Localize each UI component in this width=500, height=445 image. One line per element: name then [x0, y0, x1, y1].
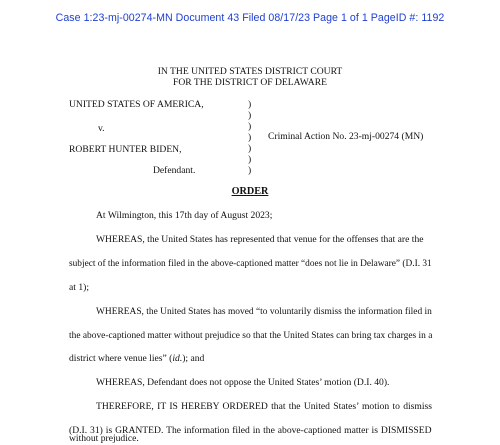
caption-paren: ): [248, 165, 252, 176]
court-district: FOR THE DISTRICT OF DELAWARE: [173, 77, 327, 88]
caption-defendant-name: ROBERT HUNTER BIDEN,: [69, 144, 182, 155]
order-title: ORDER: [231, 186, 269, 197]
order-whereas-motion-line1: WHEREAS, the United States has moved “to voluntarily dismiss the information filed in: [96, 306, 432, 317]
caption-defendant-label: Defendant.: [153, 165, 196, 176]
order-therefore-line3: without prejudice.: [69, 433, 139, 444]
ecf-header-stamp: Case 1:23-mj-00274-MN Document 43 Filed 08/17/23 Page 1 of 1 PageID #: 1192: [55, 12, 445, 24]
caption-versus: v.: [98, 123, 105, 134]
caption-paren: ): [248, 110, 252, 121]
court-name: IN THE UNITED STATES DISTRICT COURT: [157, 66, 343, 77]
order-whereas-motion-line2: the above-captioned matter without prejudice so that the United States can bring tax charges in a: [69, 330, 433, 341]
order-whereas-no-opposition: WHEREAS, Defendant does not oppose the United States’ motion (D.I. 40).: [96, 377, 390, 388]
order-therefore-line2: (D.I. 31) is GRANTED. The information filed in the above-captioned matter is DISMISSED: [69, 425, 432, 436]
order-whereas-venue-line2: subject of the information filed in the above-captioned matter “does not lie in Delaware” (D.I. 31: [69, 258, 432, 269]
order-whereas-venue-line1: WHEREAS, the United States has represented that venue for the offenses that are the: [96, 234, 424, 245]
caption-paren: ): [248, 132, 252, 143]
order-therefore-line1: THEREFORE, IT IS HEREBY ORDERED that the United States’ motion to dismiss: [96, 401, 433, 412]
caption-paren: ): [248, 121, 252, 132]
caption-plaintiff: UNITED STATES OF AMERICA,: [69, 99, 204, 110]
court-heading: [0, 66, 500, 88]
order-whereas-motion-line3: district where venue lies” (id.); and: [69, 353, 205, 364]
order-paragraph-date: At Wilmington, this 17th day of August 2023;: [96, 210, 273, 221]
case-number: Criminal Action No. 23-mj-00274 (MN): [268, 131, 424, 142]
order-whereas-venue-line3: at 1);: [69, 282, 89, 293]
caption-paren: ): [248, 143, 252, 154]
caption-paren: ): [248, 99, 252, 110]
caption-paren: ): [248, 154, 252, 165]
